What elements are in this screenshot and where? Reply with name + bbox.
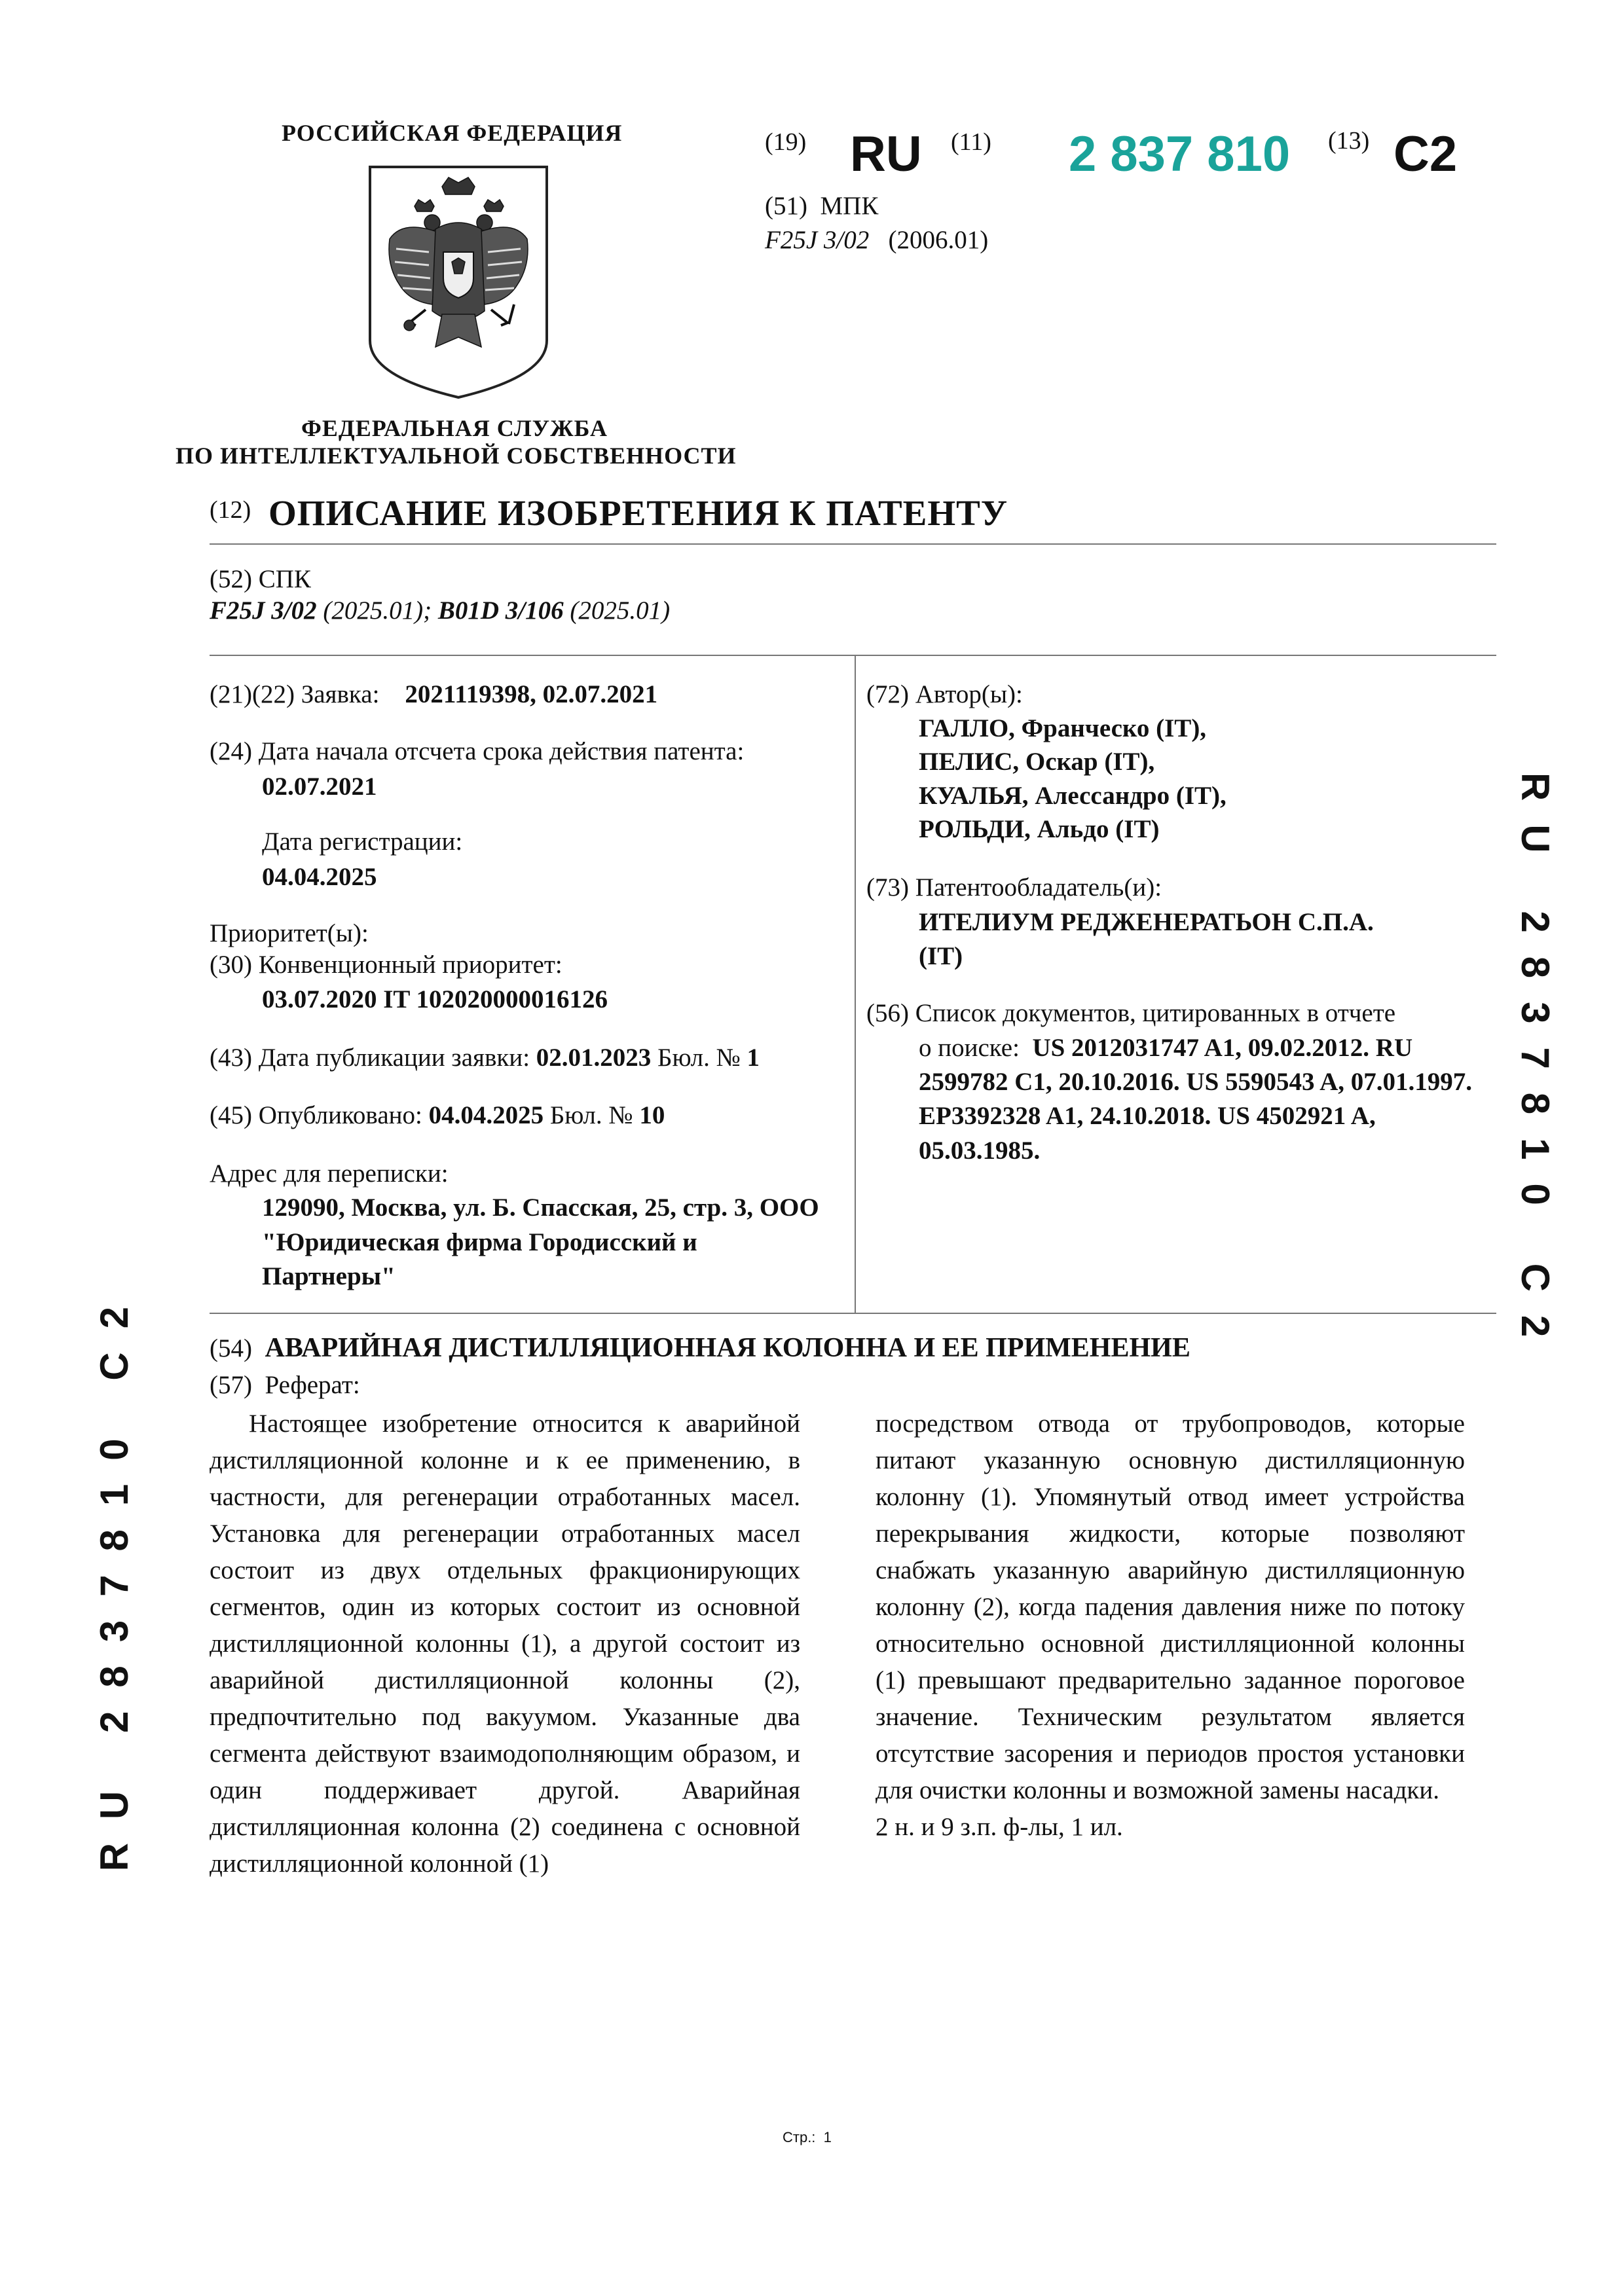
publication-label: Опубликовано:	[258, 1101, 422, 1129]
column-divider	[855, 655, 856, 1313]
cpc-class-1-version: (2025.01);	[323, 596, 432, 625]
cited-documents-line-1	[919, 1030, 1412, 1066]
application-publication-label: Дата публикации заявки:	[258, 1044, 530, 1072]
authors-field	[866, 676, 1023, 713]
inid-code-73: (73)	[866, 873, 909, 902]
abstract-header	[210, 1370, 360, 1400]
inid-code-51: (51)	[765, 192, 807, 220]
cited-documents-label: Список документов, цитированных в отчете	[915, 999, 1396, 1027]
term-start-value: 02.07.2021	[262, 773, 377, 801]
cpc-label: СПК	[258, 565, 311, 593]
office-code: RU	[850, 126, 922, 182]
country-name: РОССИЙСКАЯ ФЕДЕРАЦИЯ	[282, 120, 623, 146]
author-item: РОЛЬДИ, Альдо (IT)	[919, 815, 1160, 843]
inid-code-52: (52)	[210, 565, 252, 593]
convention-priority-value: 03.07.2020 IT 102020000016126	[262, 985, 608, 1013]
cpc-header	[210, 564, 311, 594]
address-line-1: 129090, Москва, ул. Б. Спасская, 25, стр. 3, ООО	[262, 1194, 819, 1222]
inid-code-24: (24)	[210, 737, 252, 765]
patent-holder-label: Патентообладатель(и):	[915, 873, 1162, 902]
application-bulletin-number: 1	[747, 1044, 760, 1072]
registration-value: 04.04.2025	[262, 863, 377, 891]
ipc-version: (2006.01)	[888, 226, 989, 254]
ipc-class: F25J 3/02	[765, 226, 870, 254]
address-line-2: "Юридическая фирма Городисский и	[262, 1228, 697, 1256]
cpc-class-2-version: (2025.01)	[570, 596, 671, 625]
side-patent-id-right: RU 2837810 C2	[1513, 773, 1557, 1361]
ipc-label: МПК	[820, 192, 879, 220]
application-label: Заявка:	[301, 680, 380, 708]
inid-code-19: (19)	[765, 128, 807, 156]
agency-name-line2: ПО ИНТЕЛЛЕКТУАЛЬНОЙ СОБСТВЕННОСТИ	[175, 443, 737, 469]
abstract-claims-summary: 2 н. и 9 з.п. ф-лы, 1 ил.	[876, 1813, 1123, 1841]
application-bulletin-label: Бюл. №	[657, 1044, 741, 1072]
invention-title: АВАРИЙНАЯ ДИСТИЛЛЯЦИОННАЯ КОЛОННА И ЕЕ ПРИМЕНЕНИЕ	[265, 1333, 1190, 1363]
registration-label: Дата регистрации:	[262, 828, 463, 856]
publication-field	[210, 1097, 665, 1134]
publication-bulletin-number: 10	[639, 1101, 665, 1129]
address-label: Адрес для переписки:	[210, 1159, 449, 1188]
cpc-class-2: B01D 3/106	[437, 596, 564, 625]
publication-bulletin-label: Бюл. №	[549, 1101, 633, 1129]
inid-code-54: (54)	[210, 1334, 252, 1362]
inid-code-12: (12)	[210, 496, 251, 524]
abstract-text-right-body: посредством отвода от трубопроводов, которые питают указанную основную дистилляционную колонну (1). Упомянутый отвод имеет устройства перекрывания жидкости, которые позволяют снабжать указанную аварийную дистилляционную колонну (2), когда падения давления ниже по потоку относительно основной дистилляционной колонны (1) превышают предварительно заданное пороговое значение. Техническим результатом является отсутствие засорения и периодов простоя установки для очистки колонны и возможной замены насадки.	[876, 1410, 1465, 1804]
divider-title	[210, 543, 1496, 545]
cited-documents-line-2: 2599782 C1, 20.10.2016. US 5590543 A, 07.01.1997.	[919, 1068, 1473, 1096]
application-value: 2021119398, 02.07.2021	[405, 680, 658, 708]
patent-holder-field	[866, 869, 1162, 906]
author-item: ПЕЛИС, Оскар (IT),	[919, 748, 1155, 776]
divider-biblio-top	[210, 655, 1496, 656]
author-item: КУАЛЬЯ, Алессандро (IT),	[919, 782, 1227, 810]
address-line-3: Партнеры"	[262, 1262, 396, 1290]
kind-code: C2	[1393, 126, 1458, 182]
term-start-field	[210, 733, 744, 770]
abstract-text-left: Настоящее изобретение относится к аварийной дистилляционной колонне и к ее применению, в частности, для регенерации отработанных масел. Установка для регенерации отработанных масел состоит из двух отдельных фракционирующих сегментов, один из которых состоит из основной дистилляционной колонны (1), а другой состоит из аварийной дистилляционной колонны (2), предпочтительно под вакуумом. Указанные два сегмента действуют взаимодополняющим образом, и один поддерживает другой. Аварийная дистилляционная колонна (2) соединена с основной дистилляционной колонной (1)	[210, 1410, 800, 1878]
inid-code-56: (56)	[866, 999, 909, 1027]
author-item: ГАЛЛО, Франческо (IT),	[919, 714, 1207, 742]
authors-label: Автор(ы):	[915, 680, 1023, 708]
abstract-text-right	[876, 1406, 1465, 1846]
patent-number: 2 837 810	[1069, 126, 1291, 182]
cited-documents-text: US 2012031747 A1, 09.02.2012. RU	[1032, 1034, 1413, 1062]
inid-code-30: (30)	[210, 951, 252, 979]
application-publication-date: 02.01.2023	[536, 1044, 652, 1072]
inid-code-72: (72)	[866, 680, 909, 708]
inid-code-13: (13)	[1328, 127, 1370, 155]
patent-holder-line-2: (IT)	[919, 942, 963, 970]
cited-search-label: о поиске:	[919, 1034, 1020, 1062]
convention-priority-label: Конвенционный приоритет:	[258, 951, 563, 979]
page-footer	[783, 2129, 832, 2146]
inid-code-43: (43)	[210, 1044, 252, 1072]
term-start-label: Дата начала отсчета срока действия патента:	[258, 737, 745, 765]
document-title: ОПИСАНИЕ ИЗОБРЕТЕНИЯ К ПАТЕНТУ	[268, 493, 1008, 533]
divider-biblio-bottom	[210, 1313, 1496, 1314]
cpc-class-1: F25J 3/02	[210, 596, 317, 625]
priority-label: Приоритет(ы):	[210, 919, 369, 947]
patent-holder-line-1: ИТЕЛИУМ РЕДЖЕНЕРАТЬОН С.П.А.	[919, 908, 1374, 936]
publication-date: 04.04.2025	[428, 1101, 544, 1129]
cited-documents-line-3: EP3392328 A1, 24.10.2018. US 4502921 A,	[919, 1102, 1376, 1130]
convention-priority-field	[210, 947, 563, 983]
cpc-classification	[210, 596, 670, 625]
cited-documents-field	[866, 995, 1395, 1032]
inid-code-21-22: (21)(22)	[210, 680, 295, 708]
agency-name-line1: ФЕДЕРАЛЬНАЯ СЛУЖБА	[301, 415, 608, 441]
application-field	[210, 676, 657, 713]
inid-code-11: (11)	[951, 128, 991, 156]
page-label: Стр.:	[783, 2129, 816, 2145]
ipc-header	[765, 191, 878, 221]
invention-title-block	[210, 1332, 1190, 1364]
inid-code-57: (57)	[210, 1371, 252, 1399]
inid-code-45: (45)	[210, 1101, 252, 1129]
application-publication-field	[210, 1040, 760, 1076]
page-number: 1	[823, 2129, 832, 2145]
ipc-classification	[765, 225, 988, 255]
side-patent-id-left: RU 2837810 C2	[92, 1283, 136, 1872]
coat-of-arms-emblem	[363, 160, 553, 399]
abstract-label: Реферат:	[265, 1371, 360, 1399]
cited-documents-line-4: 05.03.1985.	[919, 1137, 1041, 1165]
